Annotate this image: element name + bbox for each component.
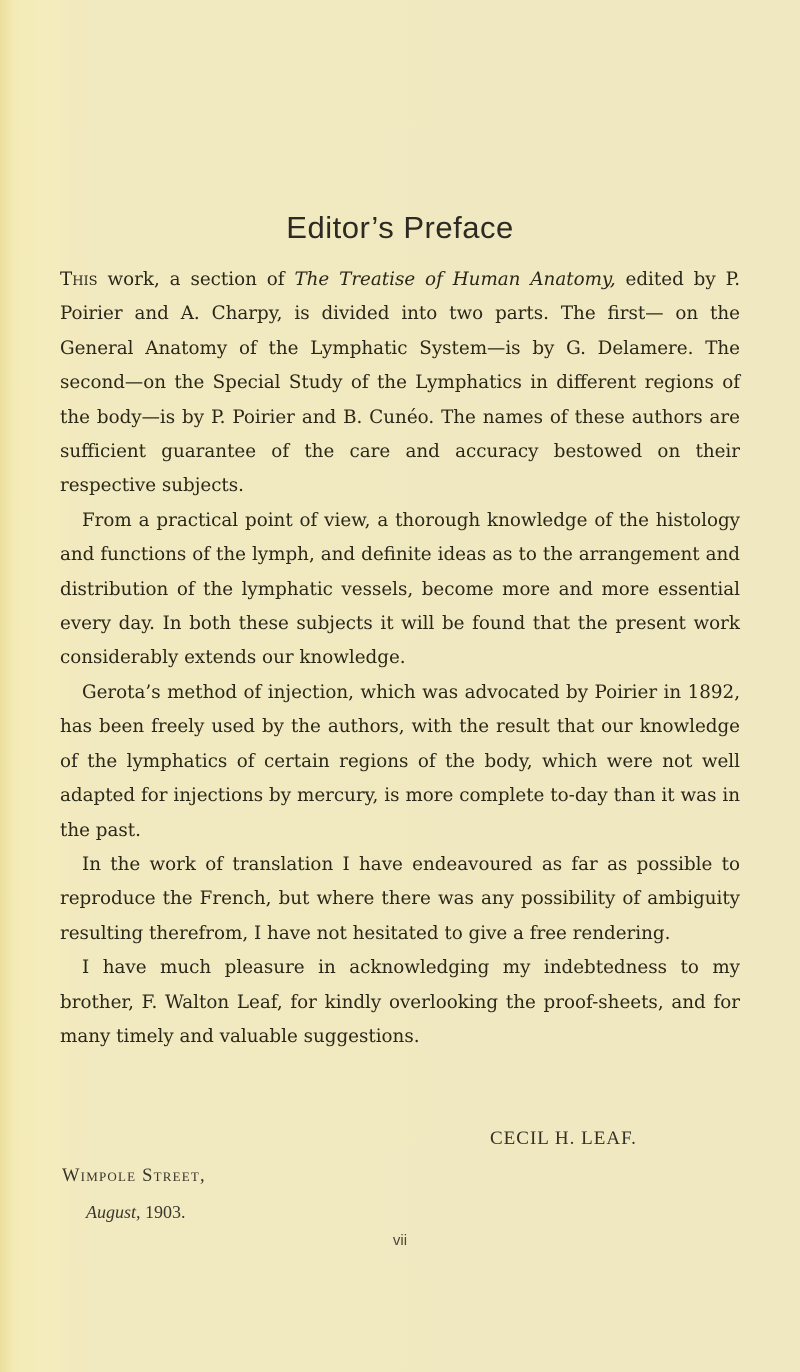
date-line: [86, 1202, 186, 1223]
page-title: Editor’s Preface: [286, 210, 514, 245]
treatise-title: The Treatise of Human Anatomy,: [294, 269, 616, 290]
signature: CECIL H. LEAF.: [490, 1128, 637, 1149]
paragraph-1-text-b: edited by P. Poirier and A. Charpy, is divided into two parts. The first— on the General Anatomy of the Lymphatic System—is by G. Delamere. The second—on the Special Study of the Lymphatics in different regions of the body—is by P. Poirier and B. Cunéo. The names of these authors are sufficient guarantee of the care and accuracy bestowed on their respective subjects.: [60, 269, 741, 497]
page-edge-shadow: [0, 0, 14, 1372]
paragraph-1: [60, 263, 740, 504]
page-number: vii: [392, 1232, 408, 1249]
lead-word: This: [60, 269, 98, 290]
preface-body: [60, 263, 740, 1054]
address: Wimpole Street,: [62, 1166, 206, 1186]
paragraph-5: I have much pleasure in acknowledging my indebtedness to my brother, F. Walton Leaf, for kindly overlooking the proof-sheets, and for many timely and valuable suggestions.: [60, 957, 740, 1047]
paragraph-1-text-a: work, a section of: [97, 269, 295, 290]
date-month: August,: [86, 1202, 141, 1222]
date-year: 1903.: [145, 1202, 186, 1222]
paragraph-4: In the work of translation I have endeavoured as far as possible to reproduce the French, but where there was any possibility of ambiguity resulting therefrom, I have not hesitated to give a free rendering.: [60, 853, 740, 944]
paragraph-3: Gerota’s method of injection, which was advocated by Poirier in 1892, has been freely used by the authors, with the result that our knowledge of the lymphatics of certain regions of the body, which were not well adapted for injections by mercury, is more complete to-day than it was in the past.: [60, 681, 740, 841]
paragraph-2: From a practical point of view, a thorough knowledge of the histology and functions of the lymph, and definite ideas as to the arrangement and distribution of the lymphatic vessels, become more and more essential every day. In both these subjects it will be found that the present work considerably extends our knowledge.: [60, 509, 740, 669]
